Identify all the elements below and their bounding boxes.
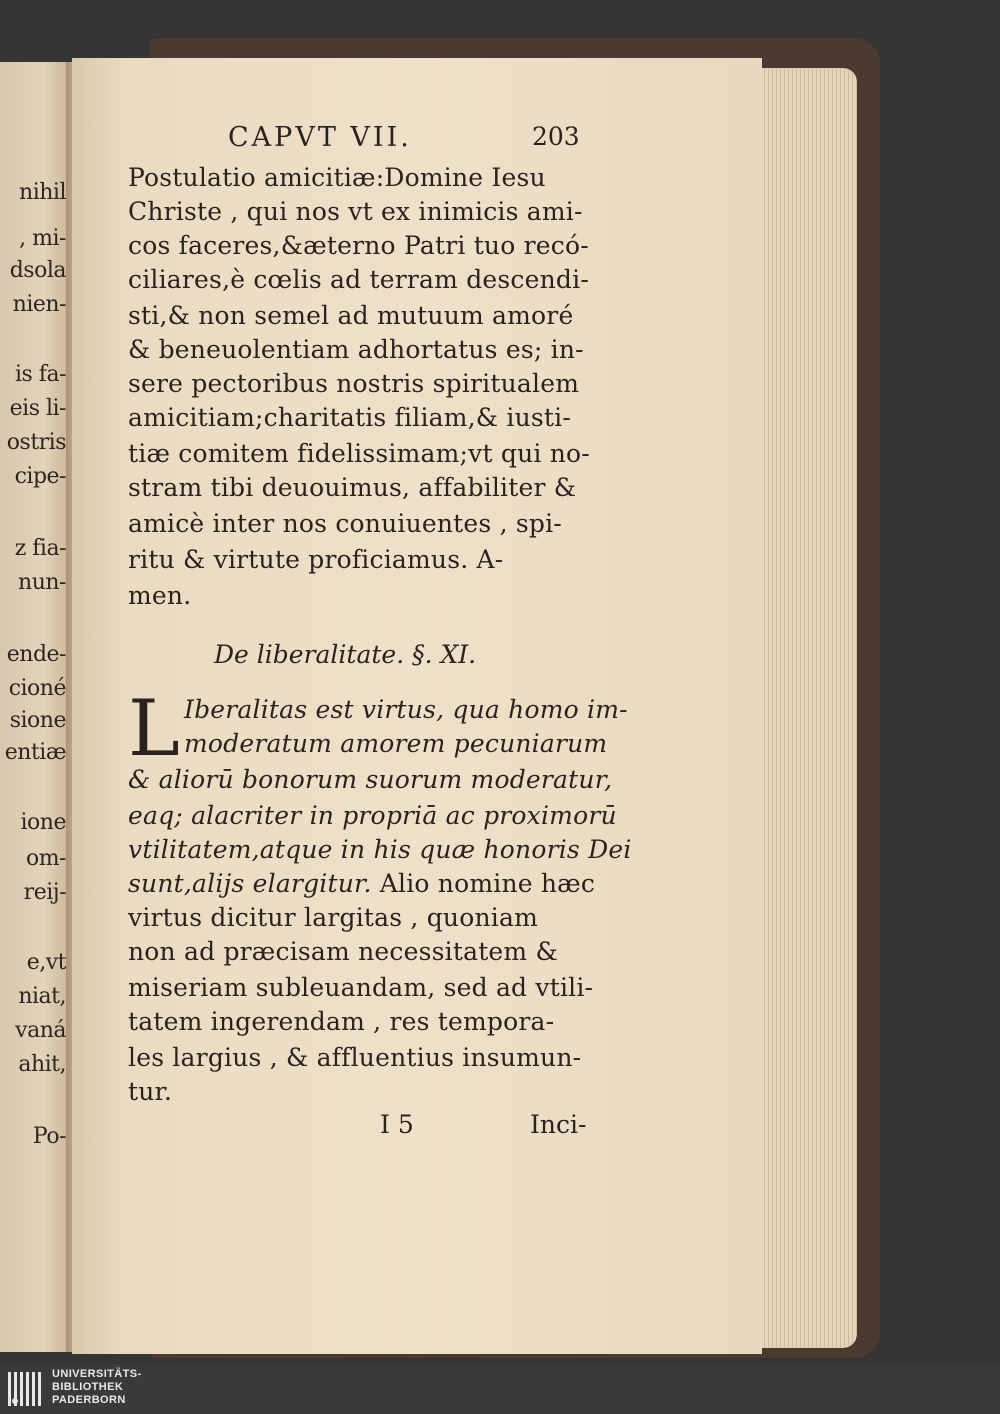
left-fragment: vaná (15, 1018, 66, 1043)
body-line: cos faceres,&æterno Patri tuo recó- (128, 231, 589, 260)
page-number: 203 (532, 122, 580, 151)
logo-line: BIBLIOTHEK (52, 1381, 124, 1393)
left-page-fragment (0, 62, 72, 1352)
left-fragment: om- (25, 846, 66, 871)
left-fragment: eis li- (9, 396, 66, 421)
left-fragment: nien- (12, 292, 66, 317)
mixed-line (128, 868, 596, 900)
body-line: Christe , qui nos vt ex inimicis ami- (128, 197, 583, 226)
body-line: virtus dicitur largitas , quoniam (128, 903, 538, 932)
left-fragment: niat, (18, 984, 66, 1009)
running-head-title: CAPVT VII. (228, 122, 412, 153)
mixed-line-roman: Alio nomine hæc (371, 869, 596, 898)
body-line: amicitiam;charitatis filiam,& iusti- (128, 403, 572, 432)
left-fragment: dsola (9, 258, 66, 283)
mixed-line-italic: sunt,aliјs elargitur. (128, 869, 372, 898)
definition-line: eaq; alacriter in propriā ac proximorū (128, 801, 617, 830)
left-fragment: , mi- (19, 226, 66, 251)
body-line: men. (128, 581, 192, 610)
left-fragment: cipe- (14, 464, 66, 489)
left-fragment: nihil (19, 180, 66, 205)
logo-line: UNIVERSITÄTS- (52, 1368, 142, 1380)
body-line: ritu & virtute proficiamus. A- (128, 545, 504, 574)
left-fragment: nun- (18, 570, 66, 595)
body-line: les largius , & affluentius insumun- (128, 1043, 582, 1072)
logo-line: PADERBORN (52, 1394, 126, 1406)
library-logo-icon (6, 1370, 44, 1408)
catchword: Inci- (530, 1110, 587, 1139)
body-line: sti,& non semel ad mutuum amoré (128, 301, 574, 330)
body-line: tur. (128, 1077, 173, 1106)
body-line: non ad præcisam necessitatem & (128, 937, 558, 966)
definition-line: & aliorū bonorum suorum moderatur, (128, 765, 613, 794)
left-fragment: ostris (6, 430, 66, 455)
body-line: amicè inter nos conuiuentes , spi- (128, 509, 562, 538)
left-fragment: e,vt (26, 950, 66, 975)
left-fragment: ahit, (18, 1052, 66, 1077)
body-line: tatem ingerendam , res tempora- (128, 1007, 555, 1036)
drop-cap: L (128, 684, 180, 774)
body-line: ciliares,è cœlis ad terram descendi- (128, 265, 589, 294)
library-logo-bar (0, 1364, 1000, 1414)
definition-line: moderatum amorem pecuniarum (184, 729, 608, 758)
left-fragment: Po- (32, 1124, 66, 1149)
section-heading: De liberalitate. §. XI. (214, 640, 477, 669)
left-fragment: reij- (23, 880, 66, 905)
body-line: tiæ comitem fidelissimam;vt qui no- (128, 439, 590, 468)
left-fragment: ende- (6, 642, 66, 667)
left-fragment: cioné (8, 676, 66, 701)
library-logo-text (52, 1368, 142, 1407)
body-line: sere pectoribus nostris spiritualem (128, 369, 580, 398)
definition-line: Iberalitas est virtus, qua homo im- (184, 695, 628, 724)
left-fragment: entiæ (4, 740, 66, 765)
left-fragment: sione (9, 708, 66, 733)
body-line: stram tibi deuouimus, affabiliter & (128, 473, 577, 502)
left-fragment: is fa- (14, 362, 66, 387)
left-fragment: ione (20, 810, 66, 835)
left-fragment: z fia- (14, 536, 66, 561)
definition-line: vtilitatem,atque in his quæ honoris Dei (128, 835, 632, 864)
signature-mark: I 5 (380, 1110, 414, 1139)
body-line: Postulatio amicitiæ:Domine Iesu (128, 163, 546, 192)
body-line: miseriam subleuandam, sed ad vtili- (128, 973, 594, 1002)
body-line: & beneuolentiam adhortatus es; in- (128, 335, 584, 364)
